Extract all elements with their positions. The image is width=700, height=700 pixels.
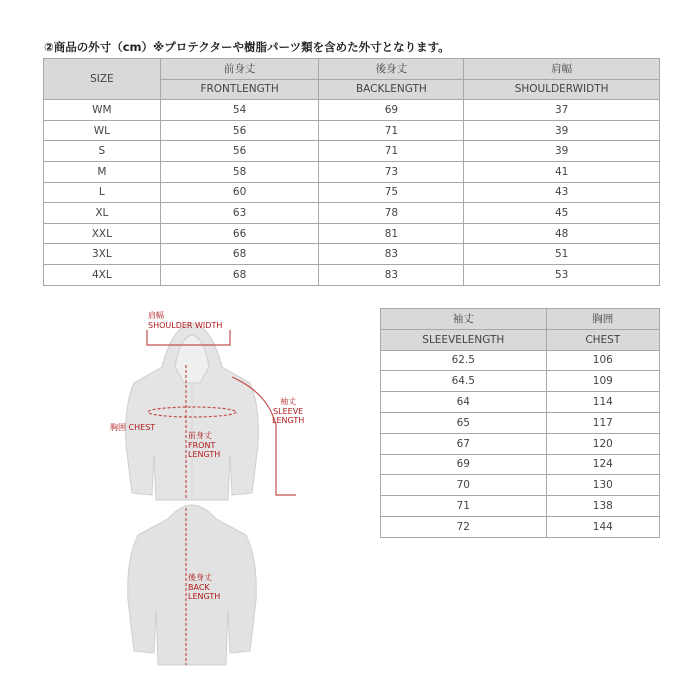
table-cell: 68 — [160, 264, 319, 285]
table-cell: 39 — [464, 141, 660, 162]
table-cell: 62.5 — [381, 350, 547, 371]
table-cell: 41 — [464, 161, 660, 182]
table-cell: 114 — [546, 392, 659, 413]
table-cell: 51 — [464, 244, 660, 265]
size-table-body — [44, 100, 660, 285]
table-cell: 72 — [381, 516, 547, 537]
table-cell: XXL — [44, 223, 161, 244]
table-cell: 130 — [546, 475, 659, 496]
back-length-label: 後身丈 BACK LENGTH — [188, 573, 221, 601]
table-cell: 70 — [381, 475, 547, 496]
table-cell: 56 — [160, 120, 319, 141]
jacket-measurement-diagram — [100, 305, 340, 685]
table-row — [381, 371, 660, 392]
chest-label: 胸囲 CHEST — [110, 423, 156, 432]
table-cell: XL — [44, 203, 161, 224]
table-cell: 78 — [319, 203, 464, 224]
table-row — [381, 392, 660, 413]
shoulder-width-label: 肩幅 SHOULDER WIDTH — [148, 311, 223, 330]
table-row — [44, 141, 660, 162]
chest-header-jp: 胸囲 — [546, 309, 659, 330]
table-cell: 71 — [319, 141, 464, 162]
table-cell: 75 — [319, 182, 464, 203]
table-cell: 60 — [160, 182, 319, 203]
table-cell: 53 — [464, 264, 660, 285]
table-cell: 68 — [160, 244, 319, 265]
table-cell: 64.5 — [381, 371, 547, 392]
table-row — [381, 516, 660, 537]
table-row — [381, 454, 660, 475]
table-cell: 71 — [319, 120, 464, 141]
table-cell: 39 — [464, 120, 660, 141]
jacket-illustration — [100, 305, 340, 685]
table-cell: 144 — [546, 516, 659, 537]
back-length-header-jp: 後身丈 — [319, 59, 464, 80]
table-cell: 37 — [464, 100, 660, 121]
table-row — [44, 120, 660, 141]
table-cell: 48 — [464, 223, 660, 244]
table-row — [381, 496, 660, 517]
table-cell: WM — [44, 100, 161, 121]
sleeve-chest-table-body — [381, 350, 660, 537]
table-row — [381, 433, 660, 454]
table-row — [44, 182, 660, 203]
table-row — [44, 264, 660, 285]
table-row — [44, 203, 660, 224]
table-cell: 4XL — [44, 264, 161, 285]
table-cell: 43 — [464, 182, 660, 203]
table-cell: 83 — [319, 264, 464, 285]
table-cell: 73 — [319, 161, 464, 182]
table-header-row — [381, 309, 660, 330]
size-header: SIZE — [44, 59, 161, 100]
table-cell: 63 — [160, 203, 319, 224]
table-cell: M — [44, 161, 161, 182]
table-cell: 81 — [319, 223, 464, 244]
table-row — [381, 412, 660, 433]
front-length-header-jp: 前身丈 — [160, 59, 319, 80]
table-header-row — [381, 329, 660, 350]
table-cell: 124 — [546, 454, 659, 475]
table-cell: L — [44, 182, 161, 203]
table-header-row — [44, 59, 660, 80]
table-cell: WL — [44, 120, 161, 141]
sleeve-length-header-en: SLEEVELENGTH — [381, 329, 547, 350]
table-cell: 120 — [546, 433, 659, 454]
table-row — [381, 475, 660, 496]
table-row — [44, 244, 660, 265]
table-cell: 54 — [160, 100, 319, 121]
table-cell: S — [44, 141, 161, 162]
table-cell: 109 — [546, 371, 659, 392]
shoulder-width-header-en: SHOULDERWIDTH — [464, 79, 660, 100]
table-cell: 71 — [381, 496, 547, 517]
sleeve-length-label: 袖丈 SLEEVE LENGTH — [272, 397, 305, 425]
sleeve-chest-table — [380, 308, 660, 538]
table-cell: 138 — [546, 496, 659, 517]
table-cell: 69 — [381, 454, 547, 475]
table-row — [44, 161, 660, 182]
table-cell: 67 — [381, 433, 547, 454]
table-row — [44, 100, 660, 121]
table-row — [44, 223, 660, 244]
table-cell: 117 — [546, 412, 659, 433]
front-length-label: 前身丈 FRONT LENGTH — [188, 431, 221, 459]
table-row — [381, 350, 660, 371]
table-cell: 3XL — [44, 244, 161, 265]
table-cell: 64 — [381, 392, 547, 413]
sleeve-length-header-jp: 袖丈 — [381, 309, 547, 330]
back-length-header-en: BACKLENGTH — [319, 79, 464, 100]
page-title: ②商品の外寸（cm）※プロテクターや樹脂パーツ類を含めた外寸となります。 — [44, 40, 450, 54]
chest-header-en: CHEST — [546, 329, 659, 350]
table-cell: 45 — [464, 203, 660, 224]
table-cell: 65 — [381, 412, 547, 433]
table-cell: 56 — [160, 141, 319, 162]
jacket-front-icon — [126, 323, 259, 500]
size-table — [43, 58, 660, 286]
table-cell: 58 — [160, 161, 319, 182]
table-cell: 83 — [319, 244, 464, 265]
shoulder-width-header-jp: 肩幅 — [464, 59, 660, 80]
table-cell: 106 — [546, 350, 659, 371]
front-length-header-en: FRONTLENGTH — [160, 79, 319, 100]
table-cell: 69 — [319, 100, 464, 121]
table-cell: 66 — [160, 223, 319, 244]
